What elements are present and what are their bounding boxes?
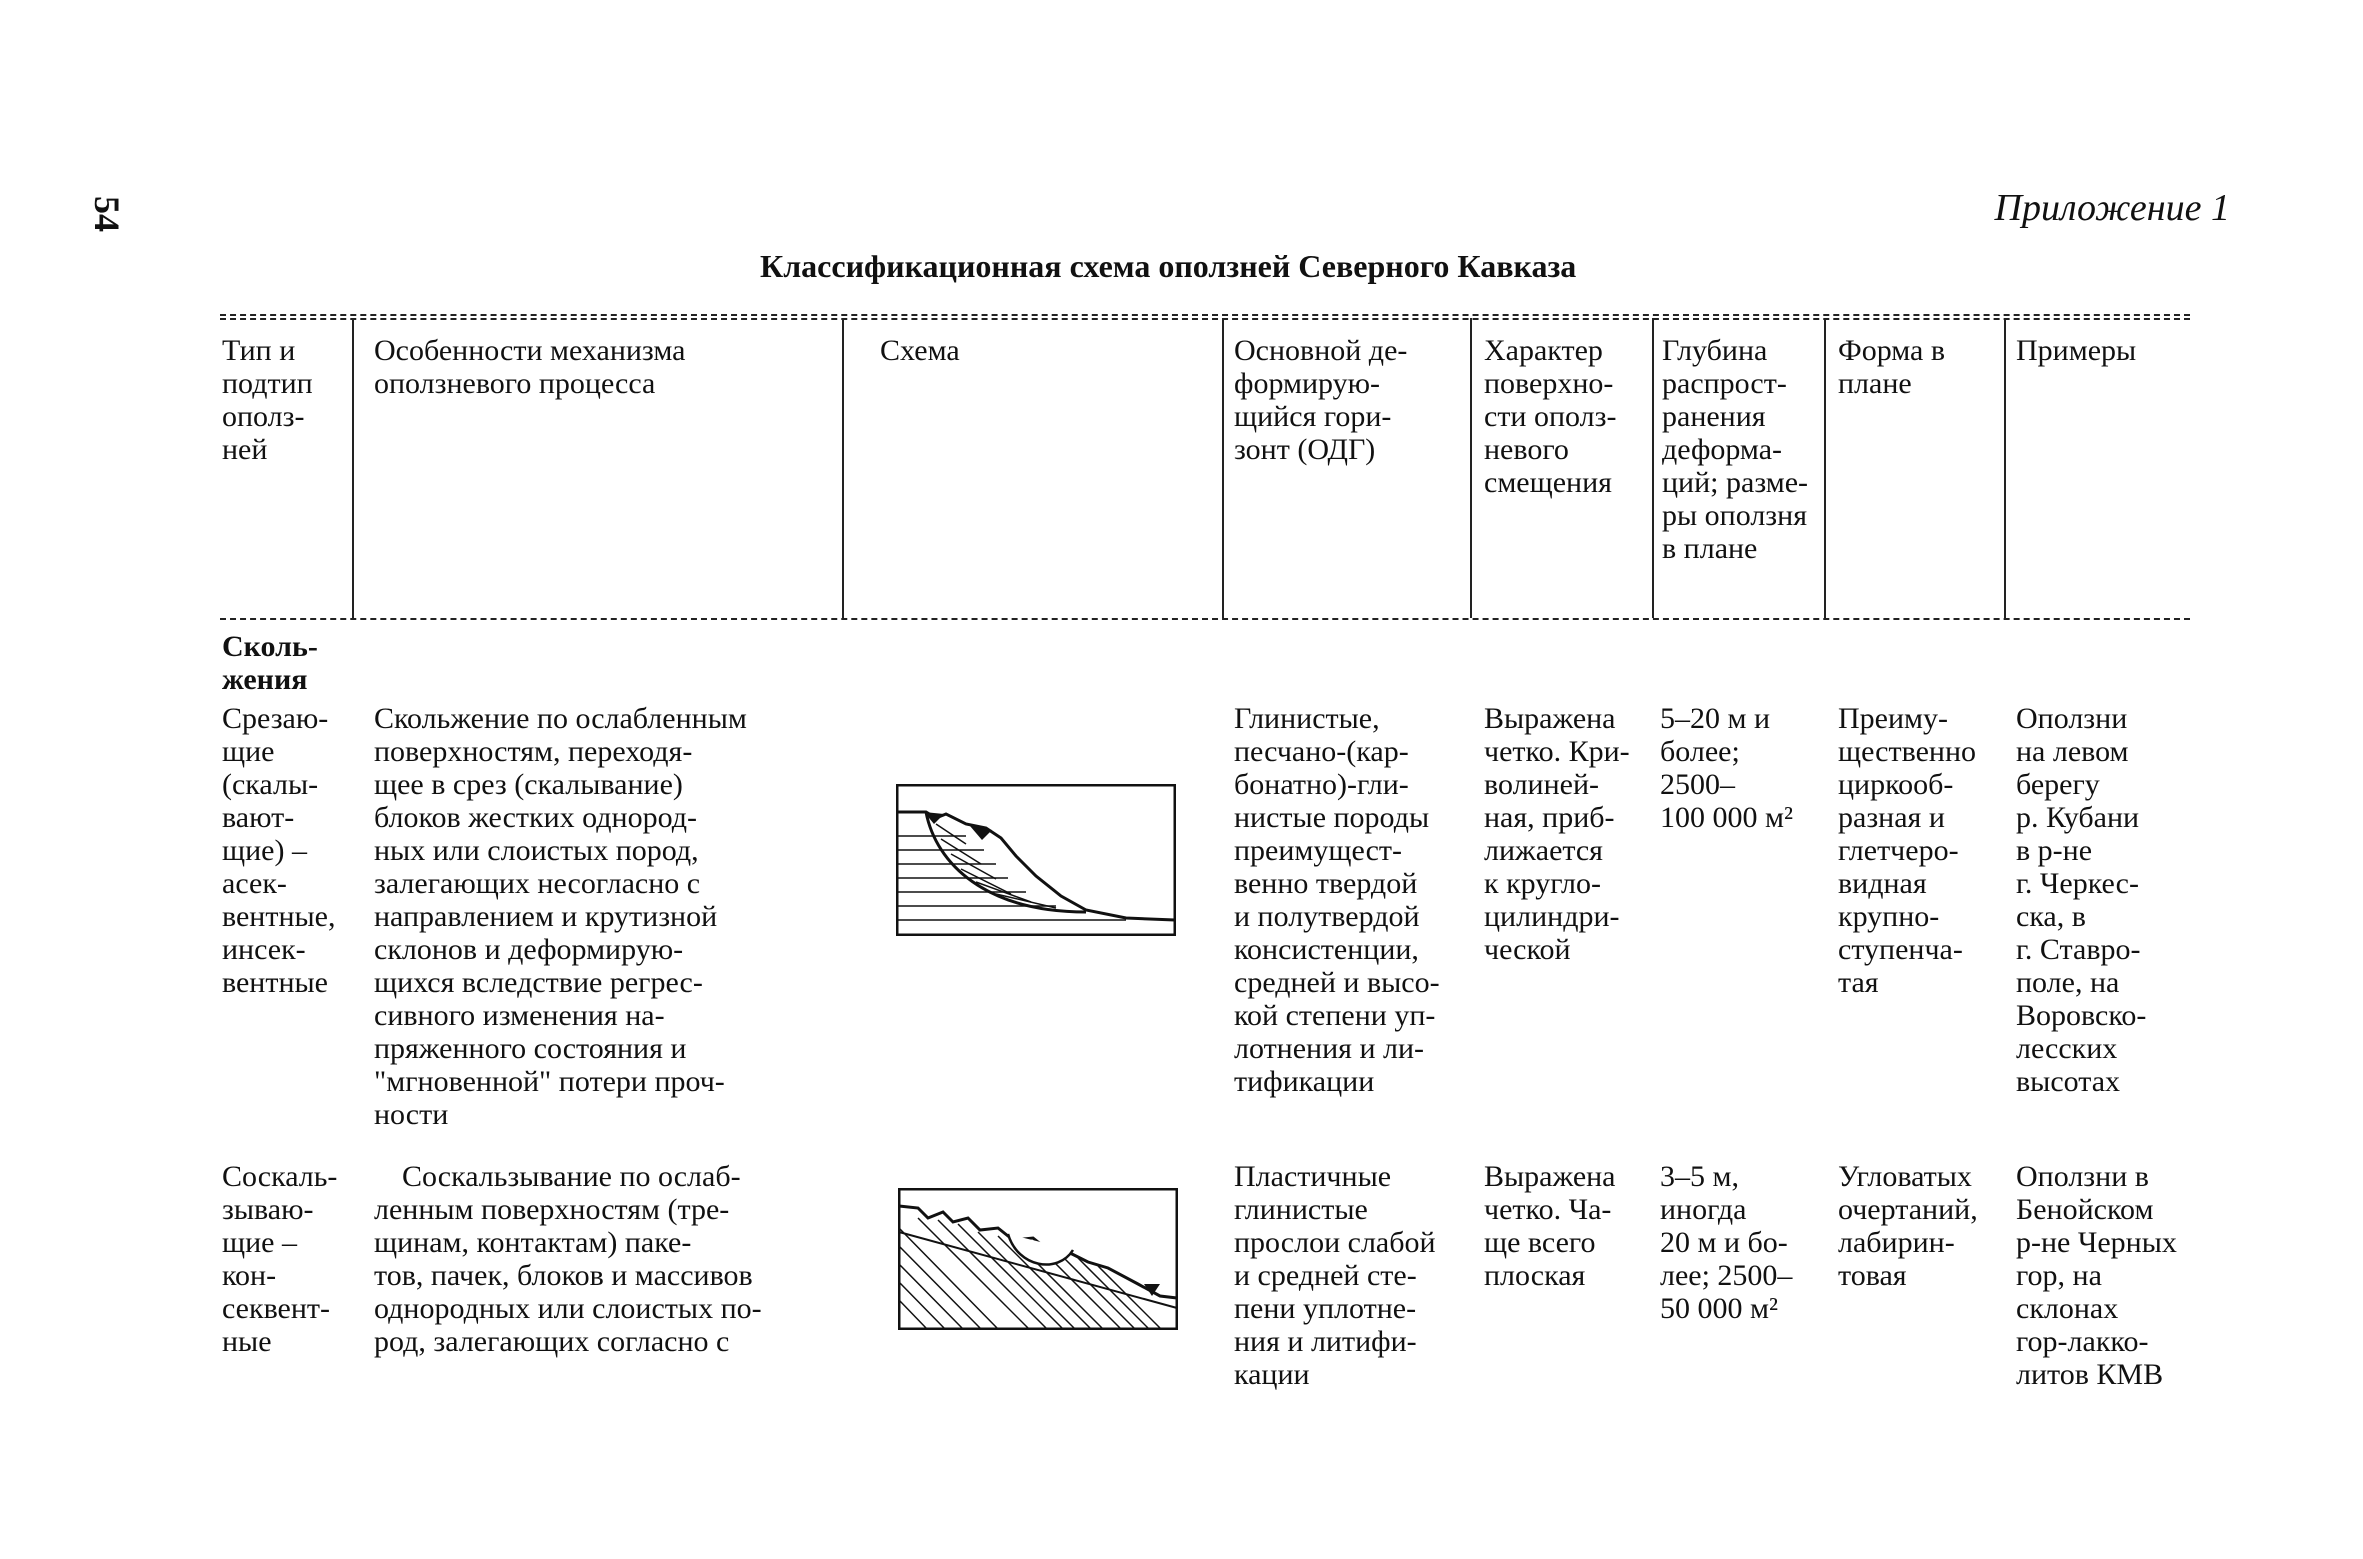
row2-odg: Пластичные глинистые прослои слабой и средней сте- пени уплотне- ния и литифи- кации bbox=[1234, 1160, 1436, 1391]
row1-form: Преиму- щественно циркооб- разная и глетчеро- видная крупно- ступенча- тая bbox=[1838, 702, 1977, 999]
column-divider bbox=[1470, 318, 1472, 618]
header-scheme: Схема bbox=[880, 334, 960, 367]
scheme-shear-landslide bbox=[896, 784, 1176, 936]
column-divider bbox=[842, 318, 844, 618]
header-form: Форма в плане bbox=[1838, 334, 1946, 400]
row2-examples: Оползни в Бенойском р-не Черных гор, на склонах гор-лакко- литов КМВ bbox=[2016, 1160, 2177, 1391]
row2-mechanism: Соскальзывание по ослаб- ленным поверхностям (тре- щинам, контактам) паке- тов, пачек, блоков и массивов однородных или слоистых по- род, залегающих согласно с bbox=[374, 1160, 762, 1358]
header-bottom-rule bbox=[220, 618, 2190, 620]
table-title: Классификационная схема оползней Северного Кавказа bbox=[760, 248, 1577, 284]
column-divider bbox=[1652, 318, 1654, 618]
page-number: 54 bbox=[87, 196, 127, 232]
table-top-rule bbox=[220, 314, 2190, 316]
header-examples: Примеры bbox=[2016, 334, 2137, 367]
row2-depth: 3–5 м, иногда 20 м и бо- лее; 2500– 50 000 м² bbox=[1660, 1160, 1793, 1325]
header-mechanism: Особенности механизма оползневого процесса bbox=[374, 334, 686, 400]
row2-surface: Выражена четко. Ча- ще всего плоская bbox=[1484, 1160, 1616, 1292]
appendix-label: Приложение 1 bbox=[1994, 187, 2230, 229]
header-depth: Глубина распрост- ранения деформа- ций; разме- ры оползня в плане bbox=[1662, 334, 1809, 565]
header-odg: Основной де- формирую- щийся гори- зонт (ОДГ) bbox=[1234, 334, 1408, 466]
header-surface: Характер поверхно- сти ополз- невого смещения bbox=[1484, 334, 1617, 499]
row1-odg: Глинистые, песчано-(кар- бонатно)-гли- нистые породы преимущест- венно твердой и полутвердой консистенции, средней и высо- кой степени уп- лотнения и ли- тификации bbox=[1234, 702, 1440, 1098]
column-divider bbox=[1222, 318, 1224, 618]
header-type: Тип и подтип ополз- ней bbox=[222, 334, 313, 466]
row2-type: Соскаль- зываю- щие – кон- секвент- ные bbox=[222, 1160, 338, 1358]
column-divider bbox=[352, 318, 354, 618]
row1-examples: Оползни на левом берегу р. Кубани в р-не г. Черкес- ска, в г. Ставро- поле, на Воровско- лесских высотах bbox=[2016, 702, 2147, 1098]
column-divider bbox=[1824, 318, 1826, 618]
table-top-rule-2 bbox=[220, 318, 2190, 320]
row1-mechanism: Скольжение по ослабленным поверхностям, переходя- щее в срез (скалывание) блоков жестких однород- ных или слоистых пород, залегающих несогласно с направлением и крутизной склонов и деформирую- щихся вследствие регрес- сивного изменения на- пряженного состояния и "мгновенной" потери проч- ности bbox=[374, 702, 747, 1131]
row1-type: Срезаю- щие (скалы- вают- щие) – асек- вентные, инсек- вентные bbox=[222, 702, 336, 999]
row2-form: Угловатых очертаний, лабирин- товая bbox=[1838, 1160, 1978, 1292]
section-title: Сколь- жения bbox=[222, 630, 318, 696]
row1-surface: Выражена четко. Кри- волиней- ная, приб- лижается к кругло- цилиндри- ческой bbox=[1484, 702, 1630, 966]
scheme-sliding-landslide bbox=[898, 1188, 1178, 1330]
row1-depth: 5–20 м и более; 2500– 100 000 м² bbox=[1660, 702, 1793, 834]
column-divider bbox=[2004, 318, 2006, 618]
